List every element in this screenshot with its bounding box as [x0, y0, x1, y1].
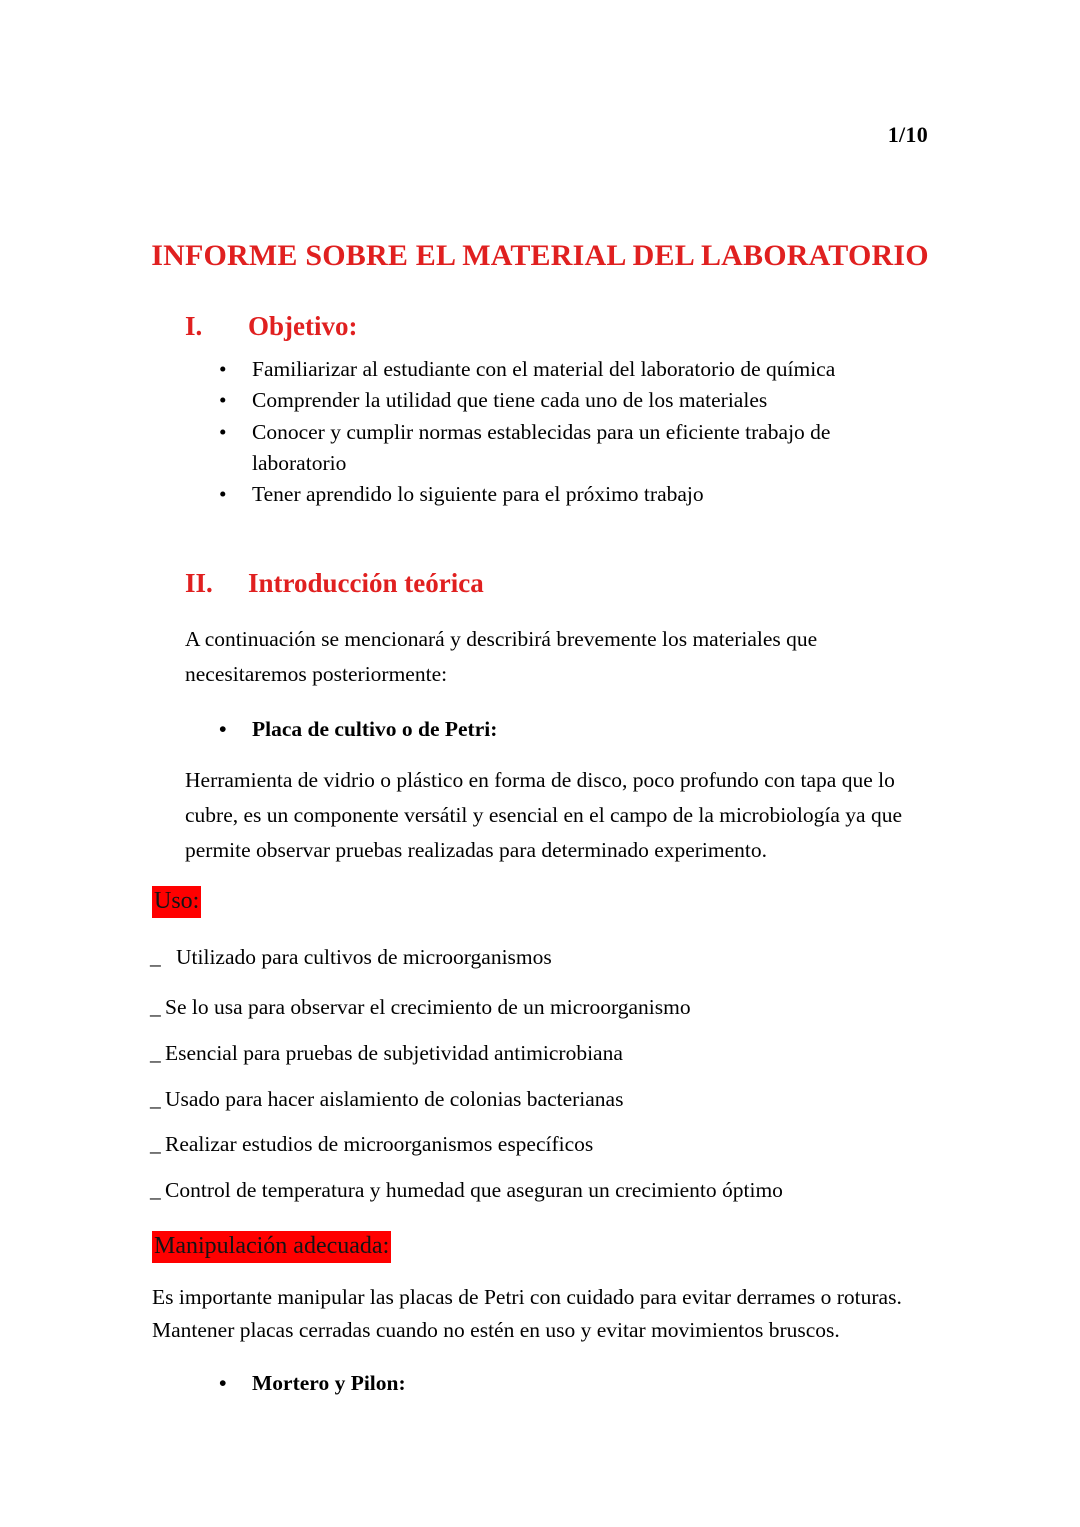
dash-icon: _: [150, 944, 161, 969]
section-heading-objetivo: [0, 310, 1080, 344]
mortero-item-heading-list: [0, 1368, 1080, 1399]
list-item: [0, 994, 1080, 1022]
bullet-icon: •: [219, 1371, 227, 1396]
list-item-text: Utilizado para cultivos de microorganismos: [176, 944, 552, 969]
list-item: [0, 1040, 1080, 1068]
manipulacion-paragraph: Es importante manipular las placas de Petri con cuidado para evitar derrames o roturas. Mantener placas cerradas cuando no estén en uso y evitar movimientos bruscos.: [152, 1285, 902, 1342]
dash-icon: _: [150, 1086, 161, 1111]
section-title: Introducción teórica: [248, 567, 484, 598]
bullet-icon: •: [219, 356, 227, 381]
manipulacion-heading: [0, 1231, 1080, 1263]
dash-icon: _: [150, 994, 161, 1019]
uso-list: [0, 944, 1080, 1206]
material-item-heading-list: [0, 714, 1080, 745]
list-item: [0, 1086, 1080, 1114]
section-title: Objetivo:: [248, 311, 358, 341]
manipulacion-heading-text: Manipulación adecuada:: [152, 1231, 391, 1263]
dash-icon: _: [150, 1132, 161, 1157]
section-numeral: I.: [185, 311, 203, 341]
page-number: 1/10: [887, 122, 928, 147]
list-item: [0, 385, 1080, 416]
list-item: [0, 417, 1080, 480]
bullet-icon: •: [219, 388, 227, 413]
list-item-text: Realizar estudios de microorganismos específicos: [165, 1132, 594, 1157]
dash-icon: _: [150, 1178, 161, 1203]
list-item-text: Mortero y Pilon:: [252, 1371, 406, 1396]
bullet-icon: •: [219, 419, 227, 444]
list-item: [0, 1131, 1080, 1159]
list-item: [0, 1368, 1080, 1399]
document-body: [0, 310, 1080, 1400]
list-item-text: Se lo usa para observar el crecimiento de un microorganismo: [165, 994, 691, 1019]
section-heading-introduccion: [0, 567, 1080, 601]
list-item: [0, 714, 1080, 745]
bullet-icon: •: [219, 717, 227, 742]
list-item-text: Control de temperatura y humedad que aseguran un crecimiento óptimo: [165, 1178, 783, 1203]
placa-petri-description: Herramienta de vidrio o plástico en forma de disco, poco profundo con tapa que lo cubre, es un componente versátil y esencial en el campo de la microbiología ya que permite observar pruebas realizadas para determinado experimento.: [185, 768, 902, 863]
bullet-icon: •: [219, 482, 227, 507]
page-title: INFORME SOBRE EL MATERIAL DEL LABORATORIO: [151, 239, 929, 273]
uso-heading-text: Uso:: [152, 886, 201, 918]
introduccion-paragraph: A continuación se mencionará y describirá brevemente los materiales que necesitaremos posteriormente:: [185, 627, 818, 687]
list-item: [0, 1177, 1080, 1205]
list-item: [0, 944, 1080, 972]
uso-heading: [0, 886, 1080, 918]
list-item-text: Familiarizar al estudiante con el material del laboratorio de química: [252, 356, 836, 381]
list-item: [0, 479, 1080, 510]
section-numeral: II.: [185, 567, 213, 598]
list-item-text: Placa de cultivo o de Petri:: [252, 717, 498, 742]
list-item-text: Comprender la utilidad que tiene cada uno de los materiales: [252, 388, 768, 413]
dash-icon: _: [150, 1040, 161, 1065]
list-item-text: Esencial para pruebas de subjetividad antimicrobiana: [165, 1040, 623, 1065]
list-item-text: Conocer y cumplir normas establecidas para un eficiente trabajo de laboratorio: [252, 419, 831, 475]
list-item-text: Usado para hacer aislamiento de colonias bacterianas: [165, 1086, 624, 1111]
objetivo-bullet-list: [0, 354, 1080, 511]
list-item-text: Tener aprendido lo siguiente para el próximo trabajo: [252, 482, 704, 507]
list-item: [0, 354, 1080, 385]
